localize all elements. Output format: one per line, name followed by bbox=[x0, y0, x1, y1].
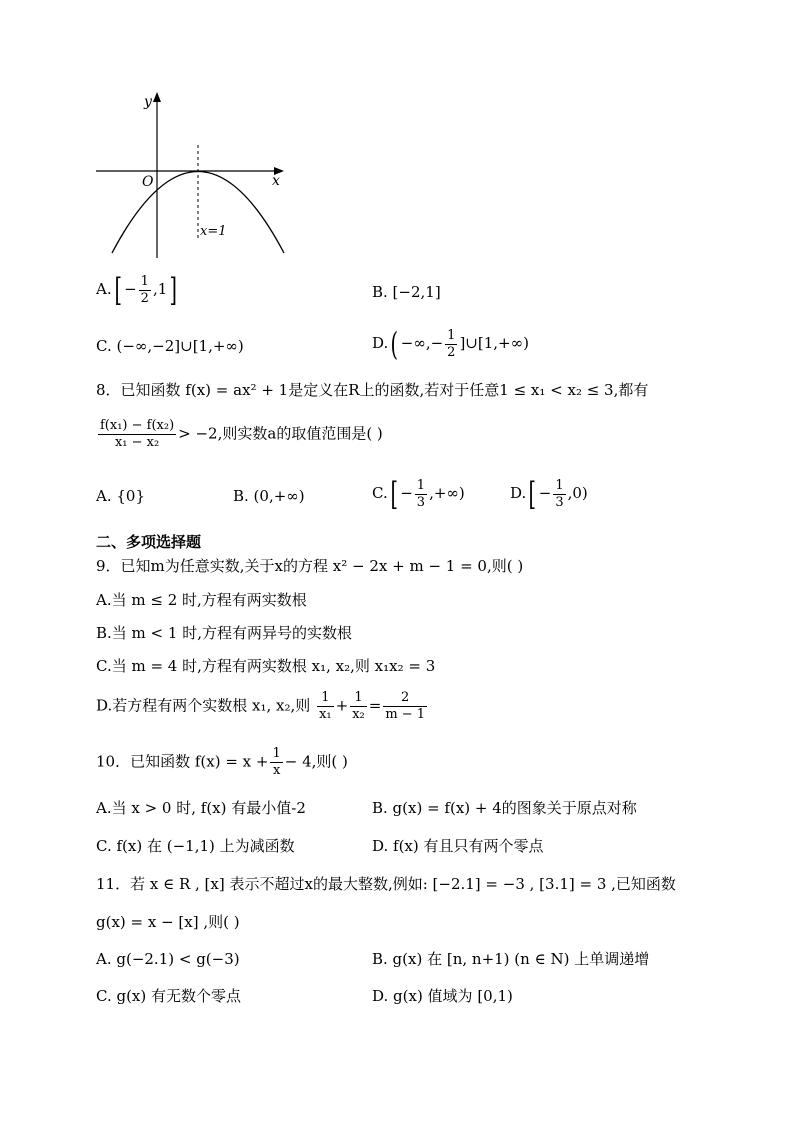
parabola-graph bbox=[90, 90, 290, 260]
q9-stem: 9．已知m为任意实数,关于x的方程 x² − 2x + m − 1 = 0,则( ) bbox=[96, 557, 524, 575]
q10-option-a: A.当 x > 0 时, f(x) 有最小值-2 bbox=[96, 799, 306, 817]
q8-option-a: A. {0} bbox=[96, 487, 145, 505]
y-label: y bbox=[144, 94, 152, 110]
q8-stem-line1: 8．已知函数 f(x) = ax² + 1是定义在R上的函数,若对于任意1 ≤ x₁ < x₂ ≤ 3,都有 bbox=[96, 381, 649, 399]
section-heading: 二、多项选择题 bbox=[96, 533, 202, 551]
q10-option-c: C. f(x) 在 (−1,1) 上为减函数 bbox=[96, 837, 295, 855]
q11-stem-line1: 11．若 x ∈ R , [x] 表示不超过x的最大整数,例如: [−2.1] = −3 , [3.1] = 3 ,已知函数 bbox=[96, 875, 676, 893]
q9-option-d: D.若方程有两个实数根 x₁, x₂,则 $\frac{1}{\text{x₁}}$ + $\frac{1}{\text{x₂}}$ = $\frac{2}{m - 1}$ bbox=[96, 690, 426, 722]
q11-stem-line2: g(x) = x − [x] ,则( ) bbox=[96, 913, 240, 931]
q10-stem: 10．已知函数 f(x) = x + $\frac{1}{x}$ − 4,则( ) bbox=[96, 746, 348, 778]
q9-option-c: C.当 m = 4 时,方程有两实数根 x₁, x₂,则 x₁x₂ = 3 bbox=[96, 657, 436, 675]
q9-option-a: A.当 m ≤ 2 时,方程有两实数根 bbox=[96, 591, 307, 609]
q7-option-c: C. (−∞,−2]∪[1,+∞) bbox=[96, 337, 244, 355]
y-axis-arrow bbox=[153, 92, 161, 102]
q11-option-a: A. g(−2.1) < g(−3) bbox=[96, 950, 240, 968]
q7-option-a: A.[ − $\frac{1}{2}$ ,1] bbox=[96, 271, 178, 309]
q9-option-b: B.当 m < 1 时,方程有两异号的实数根 bbox=[96, 624, 352, 642]
q11-option-c: C. g(x) 有无数个零点 bbox=[96, 987, 242, 1005]
q8-stem-line2: $\frac{\text{f(x₁) − f(x₂)}}{\text{x₁ − x₂}}$ > −2,则实数a的取值范围是( ) bbox=[100, 418, 383, 450]
q10-option-d: D. f(x) 有且只有两个零点 bbox=[372, 837, 544, 855]
q10-option-b: B. g(x) = f(x) + 4的图象关于原点对称 bbox=[372, 799, 637, 817]
x-label: x bbox=[272, 173, 280, 189]
origin-label: O bbox=[142, 174, 154, 190]
line-label: x=1 bbox=[200, 224, 227, 239]
q8-option-d: D.[ − $\frac{1}{3}$ ,0) bbox=[510, 475, 588, 513]
q11-option-b: B. g(x) 在 [n, n+1) (n ∈ N) 上单调递增 bbox=[372, 950, 650, 968]
q11-option-d: D. g(x) 值域为 [0,1) bbox=[372, 987, 513, 1005]
q7-option-b: B. [−2,1] bbox=[372, 283, 441, 301]
q8-option-b: B. (0,+∞) bbox=[233, 487, 305, 505]
q7-option-d: D.( −∞,− $\frac{1}{2}$ ]∪[1,+∞) bbox=[372, 325, 529, 363]
q8-option-c: C.[ − $\frac{1}{3}$ ,+∞) bbox=[372, 475, 465, 513]
